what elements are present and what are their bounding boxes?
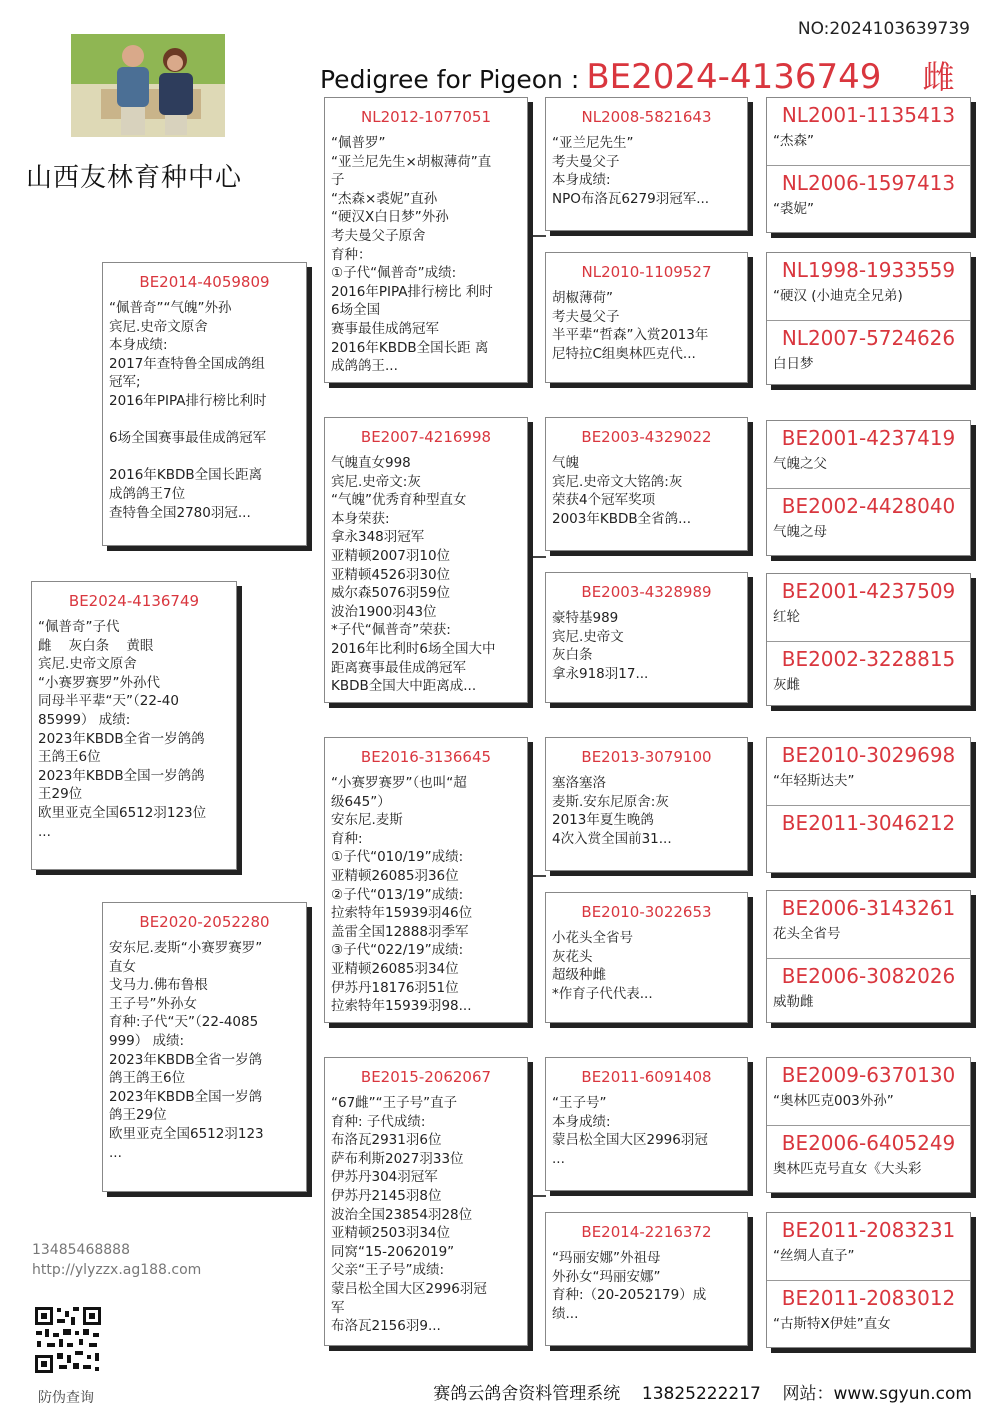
ancestor-label xyxy=(767,835,970,837)
great-grandparent-desc: 豪特基989 宾尼.史帝文 灰白条 拿永918羽17... xyxy=(552,610,649,682)
ancestor-ring: BE2011-2083012 xyxy=(781,1286,956,1310)
ancestor-label: “硬汉 (小迪克全兄弟) xyxy=(773,288,903,304)
ancestor-pair-card xyxy=(766,420,971,556)
ancestor-label: “丝绸人直子” xyxy=(773,1248,855,1264)
ancestor-ring: NL2006-1597413 xyxy=(781,171,956,195)
ancestor-pair-card xyxy=(766,252,971,385)
great-grandparent-card xyxy=(545,737,748,871)
ancestor-ring: BE2006-3082026 xyxy=(781,964,956,988)
dam-desc: 安东尼.麦斯“小赛罗赛罗” 直女 戈马力.佛布鲁根 王子号”外孙女 育种:子代“天”（22-4085 999） 成绩: 2023年KBDB全省一岁鸽 鸽王鸽王6位 2023年KBDB全国一岁鸽 鸽王29位 欧里亚克全国6512羽123 ... xyxy=(109,940,264,1161)
ancestor-label: 气魄之父 xyxy=(773,456,827,472)
subject-ring: BE2024-4136749 xyxy=(68,592,200,610)
ancestor-ring: NL2007-5724626 xyxy=(781,326,956,350)
connector-line xyxy=(528,556,546,558)
ancestor-label: 花头全省号 xyxy=(773,926,841,942)
contact-url[interactable]: http://ylyzzx.ag188.com xyxy=(32,1262,202,1278)
sire-ring: BE2014-4059809 xyxy=(139,273,270,291)
ancestor-pair-card xyxy=(766,1057,971,1193)
ancestor-label: 灰雌 xyxy=(773,677,800,693)
ancestor-ring: BE2006-6405249 xyxy=(781,1131,956,1155)
grandparent-desc: “佩普罗” “亚兰尼先生×胡椒薄荷”直 子 “杰森×裘妮”直孙 “硬汉X白日梦”外孙 考夫曼父子原舍 育种： ①子代“佩普奇”成绩: 2016年PIPA排行榜比 利时 6场全国 赛事最佳成鸽冠军 2016年KBDB全国长距 离 成鸽鸽王... xyxy=(331,135,493,375)
great-grandparent-desc: 塞洛塞洛 麦斯.安东尼原舍:灰 2013年夏生晚鸽 4次入赏全国前31... xyxy=(552,775,672,847)
grandparent-desc: 气魄直女998 宾尼.史帝文:灰 “气魄”优秀育种型直女 本身荣获: 拿永348羽冠军 亚精顿2007羽10位 亚精顿4526羽30位 威尔森5076羽59位 波治1900羽43位 *子代“佩普奇”荣获: 2016年比利时6场全国大中 距离赛事最佳成鸽冠军 KBDB全国大中距离成... xyxy=(331,455,496,695)
grandparent-ring: BE2016-3136645 xyxy=(360,748,492,766)
grandparent-card xyxy=(324,1057,528,1346)
grandparent-desc: “67雌”“王子号”直子 育种: 子代成绩: 布洛瓦2931羽6位 萨布利斯2027羽33位 伊苏丹304羽冠军 伊苏丹2145羽8位 波治全国23854羽28位 亚精顿2503羽34位 同窝“15-2062019” 父亲“王子号”成绩: 蒙吕松全国大区2996羽冠 军 布洛瓦2156羽9... xyxy=(331,1095,487,1335)
pedigree-ring: BE2024-4136749 xyxy=(586,57,882,97)
great-grandparent-desc: “王子号” 本身成绩: 蒙吕松全国大区2996羽冠 ... xyxy=(552,1095,708,1167)
great-grandparent-card xyxy=(545,1212,748,1346)
great-grandparent-card xyxy=(545,97,748,231)
ancestor-ring: BE2010-3029698 xyxy=(781,743,956,767)
great-grandparent-desc: 气魄 宾尼.史帝文大铭鸽:灰 荣获4个冠军奖项 2003年KBDB全省鸽... xyxy=(552,455,692,527)
contact-phone: 13485468888 xyxy=(32,1242,130,1258)
ancestor-ring: BE2002-4428040 xyxy=(781,494,956,518)
ancestor-label: 气魄之母 xyxy=(773,524,827,540)
great-grandparent-card xyxy=(545,417,748,551)
pedigree-number: NO:2024103639739 xyxy=(797,19,970,39)
ancestor-label: 奥林匹克号直女《大头彩 xyxy=(773,1161,922,1177)
pedigree-title-row xyxy=(320,52,954,98)
ancestor-ring: BE2006-3143261 xyxy=(781,896,956,920)
ancestor-pair-card xyxy=(766,890,971,1023)
grandparent-card xyxy=(324,417,528,703)
great-grandparent-desc: “玛丽安娜”外祖母 外孙女“玛丽安娜” 育种:（20-2052179）成 绩... xyxy=(552,1250,707,1322)
great-grandparent-ring: BE2013-3079100 xyxy=(581,748,712,766)
great-grandparent-ring: BE2014-2216372 xyxy=(581,1223,712,1241)
sire-desc: “佩普奇”“气魄”外孙 宾尼.史帝文原舍 本身成绩: 2017年查特鲁全国成鸽组 冠军; 2016年PIPA排行榜比利时 6场全国赛事最佳成鸽冠军 2016年KBDB全国长距离 成鸽鸽王7位 查特鲁全国2780羽冠... xyxy=(109,300,267,521)
grandparent-desc: “小赛罗赛罗”（也叫“超 级645”） 安东尼.麦斯 育种: ①子代“010/19”成绩: 亚精顿26085羽36位 ②子代“013/19”成绩: 拉索特年15939羽46位 盖雷全国12888羽季军 ③子代“022/19”成绩: 亚精顿26085羽34位 伊苏丹18176羽51位 拉索特年15939羽98... xyxy=(331,775,473,1015)
grandparent-card xyxy=(324,737,528,1023)
great-grandparent-ring: BE2003-4328989 xyxy=(581,583,712,601)
owner-photo-image xyxy=(71,34,225,137)
ancestor-label: “杰森” xyxy=(773,133,814,149)
ancestor-ring: BE2011-2083231 xyxy=(781,1218,956,1242)
ancestor-label: 红轮 xyxy=(773,609,800,625)
ancestor-ring: BE2001-4237509 xyxy=(781,579,956,603)
grandparent-card xyxy=(324,97,528,383)
great-grandparent-card xyxy=(545,1057,748,1191)
loft-name: 山西友林育种中心 xyxy=(26,163,243,193)
qr-code[interactable] xyxy=(33,1305,103,1375)
ancestor-label: 白日梦 xyxy=(773,356,814,372)
dam-ring: BE2020-2052280 xyxy=(139,913,270,931)
great-grandparent-ring: BE2003-4329022 xyxy=(581,428,712,446)
footer-info: 赛鸽云鸽舍资料管理系统 13825222217 网站：www.sgyun.com xyxy=(433,1384,972,1404)
ancestor-pair-card xyxy=(766,1212,971,1348)
great-grandparent-ring: BE2011-6091408 xyxy=(581,1068,712,1086)
connector-line xyxy=(528,1195,546,1197)
great-grandparent-ring: BE2010-3022653 xyxy=(581,903,712,921)
ancestor-ring: BE2002-3228815 xyxy=(781,647,956,671)
great-grandparent-card xyxy=(545,892,748,1023)
great-grandparent-desc: 胡椒薄荷” 考夫曼父子 半平辈“哲森”入赏2013年 尼特拉C组奥林匹克代... xyxy=(552,290,709,362)
connector-line xyxy=(528,235,546,237)
sire-card xyxy=(102,262,307,546)
pedigree-title: Pedigree for Pigeon : xyxy=(320,65,580,94)
ancestor-label: “奥林匹克003外孙” xyxy=(773,1093,894,1109)
great-grandparent-ring: NL2008-5821643 xyxy=(581,108,712,126)
ancestor-pair-card xyxy=(766,737,971,873)
subject-desc: “佩普奇”子代 雌 灰白条 黄眼 宾尼.史帝文原舍 “小赛罗赛罗”外孙代 同母半平辈“天”（22-40 85999） 成绩: 2023年KBDB全省一岁鸽鸽 王鸽王6位 2023年KBDB全国一岁鸽鸽 王29位 欧里亚克全国6512羽123位 ... xyxy=(38,619,207,840)
ancestor-label: “年轻斯达夫” xyxy=(773,773,855,789)
great-grandparent-card xyxy=(545,252,748,383)
great-grandparent-desc: “亚兰尼先生” 考夫曼父子 本身成绩: NPO布洛瓦6279羽冠军... xyxy=(552,135,710,207)
pedigree-sex: 雌 xyxy=(922,58,955,96)
great-grandparent-desc: 小花头全省号 灰花头 超级种雌 *作育子代代表... xyxy=(552,930,653,1002)
ancestor-label: 威勒雌 xyxy=(773,994,814,1010)
connector-line xyxy=(528,875,546,877)
grandparent-ring: NL2012-1077051 xyxy=(361,108,491,126)
owner-photo xyxy=(71,34,225,137)
qr-code-icon xyxy=(33,1305,103,1375)
qr-caption: 防伪查询 xyxy=(38,1390,94,1406)
ancestor-label: “裘妮” xyxy=(773,201,814,217)
ancestor-ring: BE2001-4237419 xyxy=(781,426,956,450)
great-grandparent-ring: NL2010-1109527 xyxy=(581,263,712,281)
dam-card xyxy=(102,902,307,1192)
grandparent-ring: BE2007-4216998 xyxy=(360,428,492,446)
subject-card xyxy=(31,581,237,870)
ancestor-ring: BE2009-6370130 xyxy=(781,1063,956,1087)
ancestor-label: “古斯特X伊娃”直女 xyxy=(773,1316,891,1332)
ancestor-ring: BE2011-3046212 xyxy=(781,811,956,835)
ancestor-pair-card xyxy=(766,573,971,706)
ancestor-ring: NL1998-1933559 xyxy=(781,258,956,282)
ancestor-pair-card xyxy=(766,97,971,233)
great-grandparent-card xyxy=(545,572,748,703)
grandparent-ring: BE2015-2062067 xyxy=(360,1068,492,1086)
ancestor-ring: NL2001-1135413 xyxy=(781,103,956,127)
